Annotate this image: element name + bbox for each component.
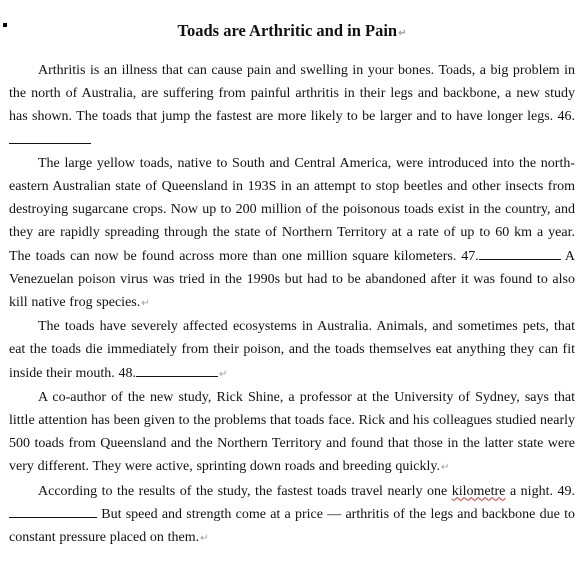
paragraph-3 bbox=[9, 315, 575, 386]
paragraph-text: The large yellow toads, native to South and Central America, were introduced into the north-eastern Australian state of Queensland in 193S in an attempt to stop beetles and other insects from destroying sugarcane crops. Now up to 200 million of the poisonous toads exist in the country, and they are rapidly spreading through the state of Northern Territory at a rate of up to 60 km a year. The toads can now be found across more than one million square kilometers. 47. bbox=[9, 155, 575, 264]
paragraph-1 bbox=[9, 59, 575, 152]
paragraph-4 bbox=[9, 386, 575, 480]
paragraph-mark-icon: ↵ bbox=[141, 298, 150, 310]
document-title bbox=[9, 18, 575, 47]
answer-blank-47[interactable] bbox=[479, 247, 561, 260]
answer-blank-49[interactable] bbox=[9, 505, 97, 518]
paragraph-5 bbox=[9, 480, 575, 551]
answer-blank-48[interactable] bbox=[136, 364, 218, 377]
paragraph-mark-icon: ↵ bbox=[440, 462, 450, 474]
paragraph-text: According to the results of the study, the fastest toads travel nearly one bbox=[38, 483, 452, 499]
paragraph-mark-icon: ↵ bbox=[218, 368, 228, 380]
paragraph-mark-icon: ↵ bbox=[200, 533, 209, 545]
spellcheck-word[interactable]: kilometre bbox=[451, 483, 506, 499]
paragraph-text: A Venezuelan poison virus was tried in the 1990s but had to be abandoned after it was found to also kill native frog species. bbox=[9, 248, 575, 311]
paragraph-mark-icon: ↵ bbox=[398, 28, 407, 39]
paragraph-text: The toads have severely affected ecosystems in Australia. Animals, and sometimes pets, that eat the toads die immediately from their poison, and the toads themselves eat anything they can fit inside their mouth. 48. bbox=[9, 319, 575, 381]
paragraph-text: A co-author of the new study, Rick Shine, a professor at the University of Sydney, says that little attention has been given to the problems that toads face. Rick and his colleagues studied nearly 500 toads from Queensland and the Northern Territory and found that those in the latter state were very different. They were active, sprinting down roads and breeding quickly. bbox=[9, 389, 575, 475]
title-text: Toads are Arthritic and in Pain bbox=[177, 21, 398, 40]
paragraph-text: a night. 49. bbox=[505, 483, 575, 499]
paragraph-text: Arthritis is an illness that can cause pain and swelling in your bones. Toads, a big problem in the north of Australia, are suffering from painful arthritis in their legs and backbone, a new study has shown. The toads that jump the fastest are more likely to be larger and to have longer legs. 46. bbox=[9, 63, 575, 125]
paragraph-text: But speed and strength come at a price — arthritis of the legs and backbone due to constant pressure placed on them. bbox=[9, 506, 575, 546]
paragraph-2 bbox=[9, 152, 575, 315]
document-body bbox=[9, 18, 575, 550]
list-bullet bbox=[3, 23, 7, 27]
answer-blank-46[interactable] bbox=[9, 131, 91, 144]
